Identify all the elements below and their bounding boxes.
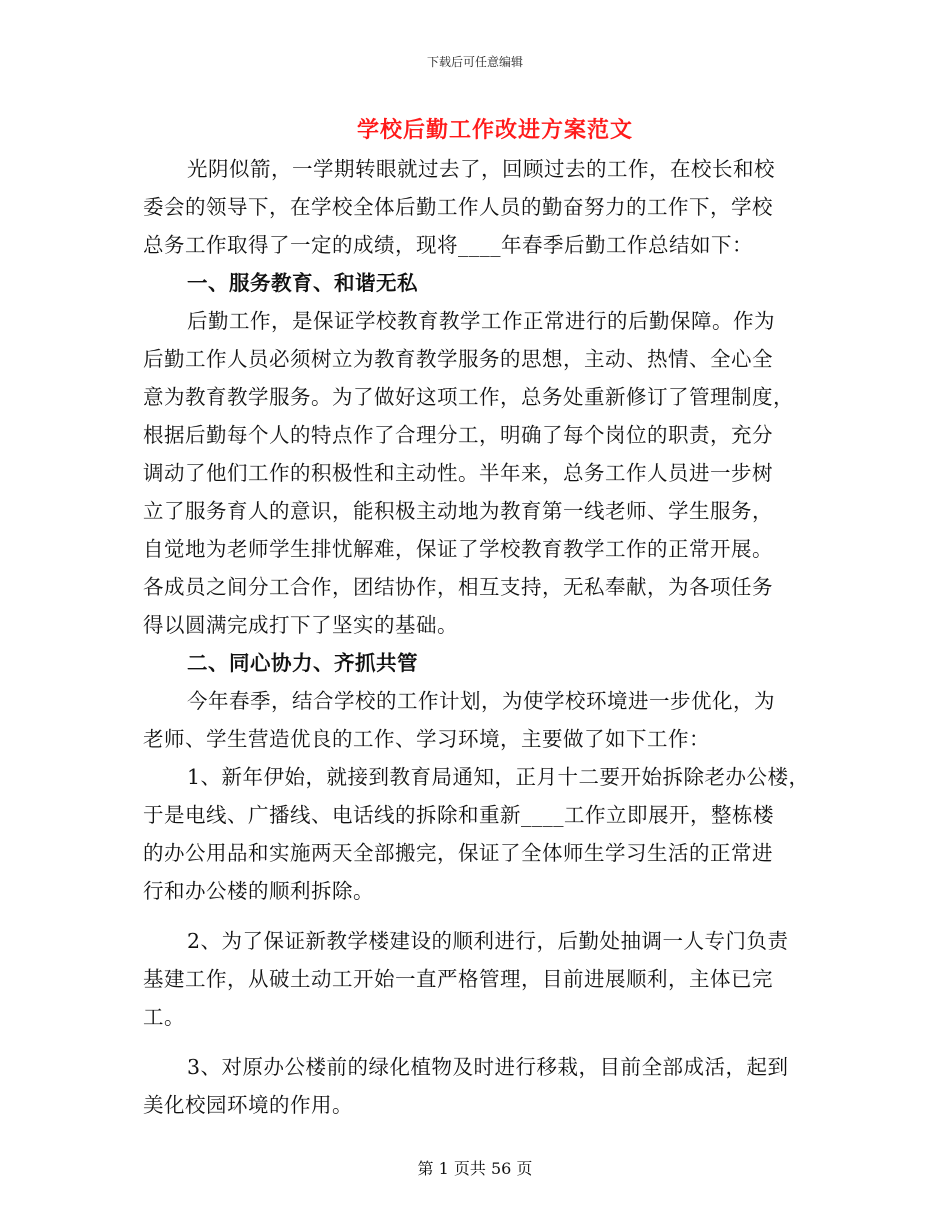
paragraph-line: 得以圆满完成打下了坚实的基础。 xyxy=(143,613,458,637)
list-item-2: 2、为了保证新教学楼建设的顺利进行，后勤处抽调一人专门负责 xyxy=(187,929,789,953)
list-item-1: 1、新年伊始，就接到教育局通知，正月十二要开始拆除老办公楼， xyxy=(187,765,810,789)
list-item-3: 3、对原办公楼前的绿化植物及时进行移栽，目前全部成活，起到 xyxy=(187,1055,789,1079)
paragraph-line: 意为教育教学服务。为了做好这项工作，总务处重新修订了管理制度， xyxy=(143,385,794,409)
paragraph-line: 后勤工作，是保证学校教育教学工作正常进行的后勤保障。作为 xyxy=(187,309,775,333)
paragraph-line: 的办公用品和实施两天全部搬完，保证了全体师生学习生活的正常进 xyxy=(143,841,773,865)
paragraph-line: 根据后勤每个人的特点作了合理分工，明确了每个岗位的职责，充分 xyxy=(143,423,773,447)
paragraph-line: 工。 xyxy=(143,1005,185,1029)
paragraph-line: 基建工作，从破土动工开始一直严格管理，目前进展顺利，主体已完 xyxy=(143,967,773,991)
paragraph-line: 于是电线、广播线、电话线的拆除和重新____工作立即展开，整栋楼 xyxy=(143,803,774,827)
paragraph-line: 后勤工作人员必须树立为教育教学服务的思想，主动、热情、全心全 xyxy=(143,347,773,371)
section-heading-2: 二、同心协力、齐抓共管 xyxy=(187,651,418,675)
paragraph-line: 委会的领导下，在学校全体后勤工作人员的勤奋努力的工作下，学校 xyxy=(143,195,773,219)
paragraph-line: 老师、学生营造优良的工作、学习环境，主要做了如下工作： xyxy=(143,727,710,751)
paragraph-line: 立了服务育人的意识，能积极主动地为教育第一线老师、学生服务， xyxy=(143,499,773,523)
paragraph-line: 总务工作取得了一定的成绩，现将____年春季后勤工作总结如下： xyxy=(143,233,753,257)
paragraph-line: 美化校园环境的作用。 xyxy=(143,1093,353,1117)
paragraph-line: 调动了他们工作的积极性和主动性。半年来，总务工作人员进一步树 xyxy=(143,461,773,485)
paragraph-line: 今年春季，结合学校的工作计划，为使学校环境进一步优化，为 xyxy=(187,689,775,713)
paragraph-line: 各成员之间分工合作，团结协作，相互支持，无私奉献，为各项任务 xyxy=(143,575,773,599)
header-note: 下载后可任意编辑 xyxy=(426,55,523,69)
page-number-footer: 第 1 页共 56 页 xyxy=(417,1159,533,1178)
section-heading-1: 一、服务教育、和谐无私 xyxy=(187,271,418,295)
document-title: 学校后勤工作改进方案范文 xyxy=(356,117,633,143)
paragraph-line: 行和办公楼的顺利拆除。 xyxy=(143,879,374,903)
paragraph-line: 光阴似箭，一学期转眼就过去了，回顾过去的工作，在校长和校 xyxy=(187,157,775,181)
paragraph-line: 自觉地为老师学生排忧解难，保证了学校教育教学工作的正常开展。 xyxy=(143,537,773,561)
document-body xyxy=(143,150,813,1124)
